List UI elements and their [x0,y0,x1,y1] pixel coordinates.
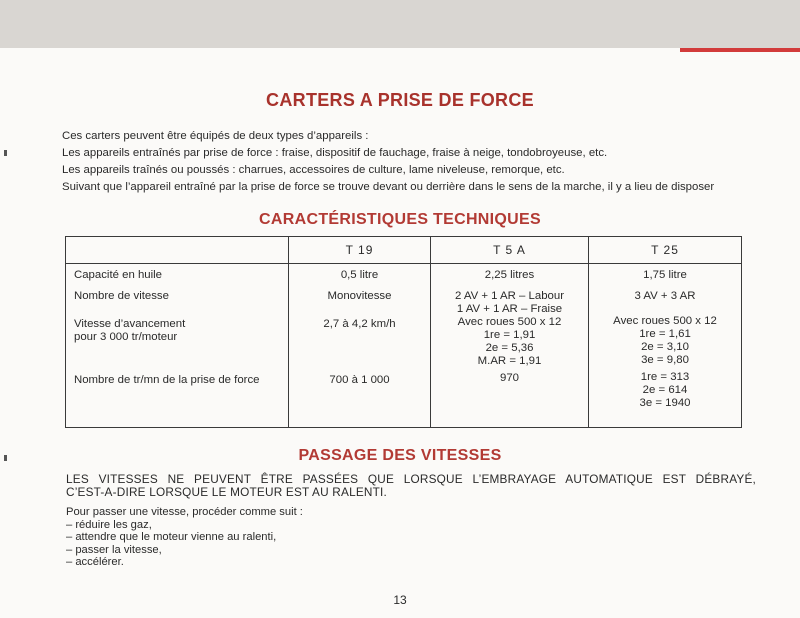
intro-line: Les appareils traînés ou poussés : charrues, accessoires de culture, lame niveleuse, remorque, etc. [62,164,565,176]
section-title: PASSAGE DES VITESSES [298,447,502,464]
list-item: – accélérer. [66,556,124,569]
intro-paragraph [62,128,762,196]
binding-mark [4,150,7,156]
spec-table [65,236,742,428]
cell-value: Avec roues 500 x 12 [457,316,562,328]
cell-value: 3 AV + 3 AR [634,290,696,302]
cell-value: 3e = 9,80 [641,354,689,366]
row-label: Capacité en huile [74,269,163,281]
procedure-list [66,506,466,569]
cell-value: 1re = 1,61 [639,328,691,340]
row-label: Vitesse d’avancement [74,318,186,330]
table-header-row [66,237,742,264]
section-title: CARACTÉRISTIQUES TECHNIQUES [259,211,541,228]
intro-line: Les appareils entraînés par prise de force : fraise, dispositif de fauchage, fraise à neige, tondobroyeuse, etc. [62,147,608,159]
cell-value: 970 [499,372,519,384]
row-labels [66,264,289,428]
column-values [289,264,431,428]
cell-value: 2,7 à 4,2 km/h [323,318,396,330]
column-values [589,264,742,428]
cell-value: 700 à 1 000 [329,374,390,386]
page-edge [680,48,800,52]
row-label: Nombre de vitesse [74,290,169,302]
cell-value: 1re = 1,91 [483,329,536,341]
cell-value: 1,75 litre [643,269,687,281]
table-body-row [66,264,742,428]
cell-value: 2,25 litres [484,269,535,281]
row-label: pour 3 000 tr/moteur [74,331,178,343]
warning-line: C’EST-A-DIRE LORSQUE LE MOTEUR EST AU RALENTI. [66,485,388,499]
column-header: T 5 A [431,237,589,264]
intro-line: Ces carters peuvent être équipés de deux types d’appareils : [62,130,369,142]
cell-value: 1re = 313 [640,371,690,383]
list-item: – passer la vitesse, [66,543,162,556]
page-number: 13 [393,593,407,607]
column-header: T 19 [289,237,431,264]
cell-value: 3e = 1940 [639,397,691,409]
warning-text [66,473,756,499]
row-label: Nombre de tr/mn de la prise de force [74,374,260,386]
header-empty [66,237,289,264]
page-title: CARTERS A PRISE DE FORCE [266,90,534,110]
list-item: – réduire les gaz, [66,518,152,531]
cell-value: 2e = 5,36 [485,342,534,354]
cell-value: 1 AV + 1 AR – Fraise [456,303,563,315]
list-item: Pour passer une vitesse, procéder comme suit : [66,506,303,518]
cell-value: 0,5 litre [340,269,379,281]
cell-value: 2 AV + 1 AR – Labour [454,290,565,302]
cell-value: Avec roues 500 x 12 [613,315,717,327]
cell-value: M.AR = 1,91 [477,355,542,367]
column-values [431,264,589,428]
list-item: – attendre que le moteur vienne au ralenti, [66,531,277,544]
intro-line: Suivant que l’appareil entraîné par la prise de force se trouve devant ou derrière dans le sens de la marche, il y a lieu de disposer [62,181,715,193]
cell-value: 2e = 614 [642,384,688,396]
cell-value: Monovitesse [327,290,392,302]
column-header: T 25 [589,237,742,264]
cell-value: 2e = 3,10 [641,341,689,353]
warning-line: LES VITESSES NE PEUVENT ÊTRE PASSÉES QUE LORSQUE L’EMBRAYAGE AUTOMATIQUE EST DÉBRAYÉ, [66,472,756,486]
